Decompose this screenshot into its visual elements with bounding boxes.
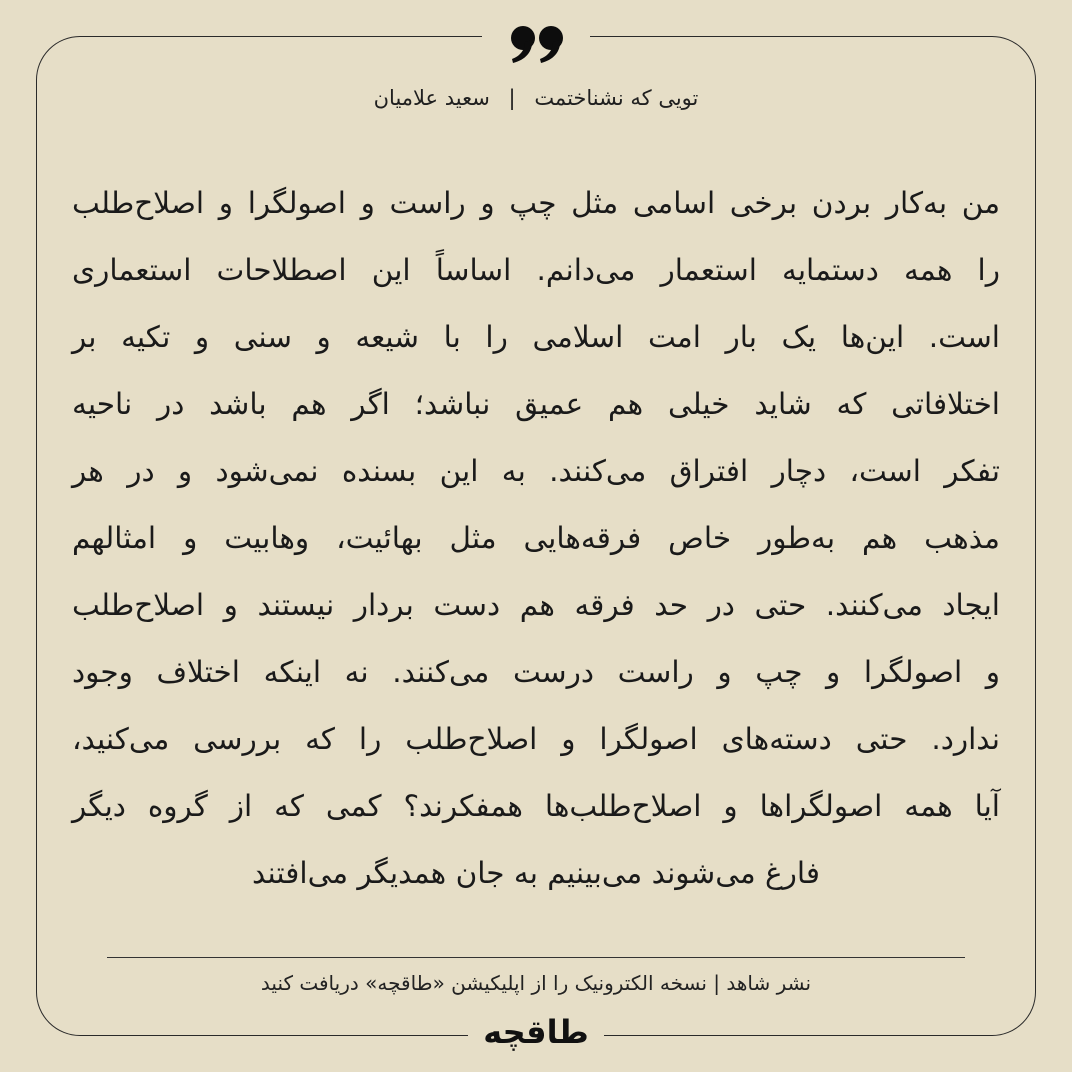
book-byline <box>236 82 836 114</box>
author-name: سعید علامیان <box>373 86 490 110</box>
quote-line: تفکر است، دچار افتراق می‌کنند. به این بسنده نمی‌شود و در هر <box>72 454 1000 488</box>
byline-separator: | <box>508 86 516 110</box>
quote-line: آیا همه اصولگراها و اصلاح‌طلب‌ها همفکرند؟ کمی که از گروه دیگر <box>72 789 1000 823</box>
quote-line: و اصولگرا و چپ و راست درست می‌کنند. نه اینکه اختلاف وجود <box>72 655 1000 689</box>
quote-line-last: فارغ می‌شوند می‌بینیم به جان همدیگر می‌افتند <box>252 856 820 890</box>
quote-line: مذهب هم به‌طور خاص فرقه‌هایی مثل بهائیت، وهابیت و امثالهم <box>72 521 1000 555</box>
quote-line: اختلافاتی که شاید خیلی هم عمیق نباشد؛ اگر هم باشد در ناحیه <box>72 387 1000 421</box>
publisher-note: نشر شاهد | نسخه الکترونیک را از اپلیکیشن «طاقچه» دریافت کنید <box>260 971 812 995</box>
quote-line: را همه دستمایه استعمار می‌دانم. اساساً این اصطلاحات استعماری <box>72 253 1000 287</box>
book-title: تویی که نشناختمت <box>534 86 699 110</box>
quote-line: من به‌کار بردن برخی اسامی مثل چپ و راست و اصولگرا و اصلاح‌طلب <box>72 186 1000 220</box>
quote-body <box>72 170 1000 907</box>
quote-mark-icon <box>505 20 569 68</box>
quote-line: است. این‌ها یک بار امت اسلامی را با شیعه و سنی و تکیه بر <box>72 320 1000 354</box>
quote-line: ایجاد می‌کنند. حتی در حد فرقه هم دست بردار نیستند و اصلاح‌طلب <box>72 588 1000 622</box>
quote-line: ندارد. حتی دسته‌های اصولگرا و اصلاح‌طلب را که بررسی می‌کنید، <box>72 722 1000 756</box>
footer-divider <box>107 957 965 958</box>
taaghche-logo: طاقچه <box>483 1013 589 1051</box>
